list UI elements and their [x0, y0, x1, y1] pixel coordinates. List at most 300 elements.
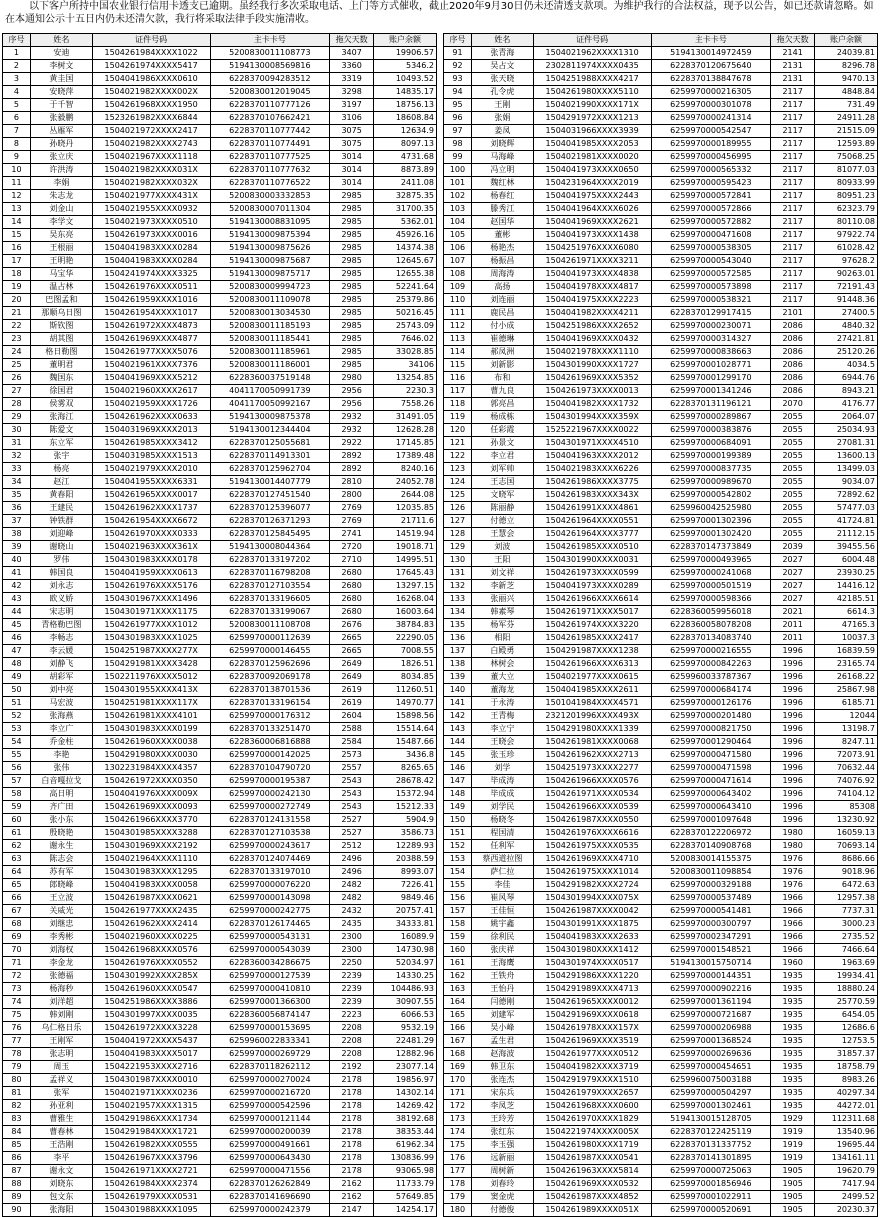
table-row — [3, 1035, 437, 1048]
customer-name: 李立君 — [471, 450, 533, 463]
table-row — [444, 476, 878, 489]
table-row — [444, 957, 878, 970]
account-balance: 6454.05 — [815, 1009, 878, 1022]
id-number: 1504261977XXXX5076 — [92, 346, 210, 359]
row-index: 58 — [3, 788, 31, 801]
id-number: 1504261986XXXX3775 — [533, 476, 651, 489]
card-number: 6259970000269636 — [651, 1048, 771, 1061]
id-number: 1504301983XXXX1025 — [92, 632, 210, 645]
account-balance: 3586.73 — [374, 827, 437, 840]
table-row — [444, 684, 878, 697]
row-index: 48 — [3, 658, 31, 671]
account-balance: 16268.04 — [374, 593, 437, 606]
id-number: 1504261979XXXX2657 — [533, 1087, 651, 1100]
row-index: 8 — [3, 138, 31, 151]
id-number: 1504301980XXXX1412 — [533, 944, 651, 957]
row-index: 81 — [3, 1087, 31, 1100]
id-number: 1504261984XXXX1022 — [92, 47, 210, 60]
row-index: 100 — [444, 164, 472, 177]
account-balance: 13254.85 — [374, 372, 437, 385]
overdue-days: 2932 — [330, 411, 374, 424]
overdue-days: 2604 — [330, 710, 374, 723]
table-row — [3, 541, 437, 554]
account-balance: 14254.17 — [374, 1204, 437, 1217]
row-index: 119 — [444, 411, 472, 424]
row-index: 120 — [444, 424, 472, 437]
table-row — [3, 281, 437, 294]
id-number: 1504301994XXXX359X — [533, 411, 651, 424]
card-number: 5194130009875687 — [210, 255, 330, 268]
customer-name: 张天晓 — [471, 73, 533, 86]
account-balance: 14302.14 — [374, 1087, 437, 1100]
customer-name: 孙亚利 — [30, 1100, 92, 1113]
account-balance: 61962.34 — [374, 1139, 437, 1152]
row-index: 16 — [3, 242, 31, 255]
header-balance: 账户余额 — [374, 34, 437, 47]
account-balance: 8983.26 — [815, 1074, 878, 1087]
overdue-days: 1919 — [771, 1152, 815, 1165]
card-number: 6228370126371293 — [210, 515, 330, 528]
card-number: 5200830011185961 — [210, 346, 330, 359]
row-index: 62 — [3, 840, 31, 853]
id-number: 1504291987XXXX1238 — [533, 645, 651, 658]
id-number: 1504021990XXXX171X — [533, 99, 651, 112]
id-number: 1504291984XXXX1721 — [92, 1126, 210, 1139]
customer-name: 滕秀江 — [471, 203, 533, 216]
table-row — [3, 294, 437, 307]
row-index: 61 — [3, 827, 31, 840]
id-number: 1504041963XXXX2012 — [533, 450, 651, 463]
overdue-days: 2117 — [771, 99, 815, 112]
id-number: 1504231964XXXX2019 — [533, 177, 651, 190]
overdue-days: 2619 — [330, 684, 374, 697]
table-row — [3, 762, 437, 775]
row-index: 123 — [444, 463, 472, 476]
id-number: 1504261974XXXX5417 — [92, 60, 210, 73]
account-balance: 14730.98 — [374, 944, 437, 957]
table-row — [444, 606, 878, 619]
account-balance: 52241.64 — [374, 281, 437, 294]
card-number: 6259970000121144 — [210, 1113, 330, 1126]
id-number: 1504261983XXXX343X — [533, 489, 651, 502]
customer-name: 张玉珍 — [471, 749, 533, 762]
overdue-days: 2985 — [330, 307, 374, 320]
overdue-days: 2162 — [330, 1191, 374, 1204]
card-number: 6259970000112639 — [210, 632, 330, 645]
table-row — [444, 190, 878, 203]
account-balance: 11733.79 — [374, 1178, 437, 1191]
id-number: 1504261968XXXX0576 — [92, 944, 210, 957]
id-number: 1504261969XXXX0532 — [533, 1178, 651, 1191]
header-overdue-days: 拖欠天数 — [771, 34, 815, 47]
id-number: 1504301983XXXX0199 — [92, 723, 210, 736]
card-number: 6259970000572866 — [651, 203, 771, 216]
table-row — [444, 658, 878, 671]
card-number: 5200830011109078 — [210, 294, 330, 307]
account-balance: 70632.44 — [815, 762, 878, 775]
row-index: 136 — [444, 632, 472, 645]
card-number: 6259970000471556 — [210, 1165, 330, 1178]
row-index: 171 — [444, 1087, 472, 1100]
card-number: 6228370134083740 — [651, 632, 771, 645]
overdue-days: 2131 — [771, 73, 815, 86]
id-number: 1504031966XXXX3939 — [533, 125, 651, 138]
row-index: 74 — [3, 996, 31, 1009]
card-number: 6228370129917415 — [651, 307, 771, 320]
overdue-days: 1976 — [771, 853, 815, 866]
id-number: 1504041973XXXX1438 — [533, 229, 651, 242]
table-row — [3, 801, 437, 814]
row-index: 47 — [3, 645, 31, 658]
account-balance: 6066.53 — [374, 1009, 437, 1022]
id-number: 1504041975XXXX2223 — [533, 294, 651, 307]
customer-name: 杨振昌 — [471, 255, 533, 268]
card-number: 5194130014407779 — [210, 476, 330, 489]
table-row — [444, 645, 878, 658]
row-index: 162 — [444, 970, 472, 983]
card-number: 6228360056874147 — [210, 1009, 330, 1022]
table-row — [444, 1087, 878, 1100]
overdue-days: 2086 — [771, 346, 815, 359]
row-index: 155 — [444, 879, 472, 892]
overdue-days: 1996 — [771, 684, 815, 697]
row-index: 66 — [3, 892, 31, 905]
customer-name: 任彩霞 — [471, 424, 533, 437]
table-row — [3, 1204, 437, 1217]
id-number: 1504021982XXXX032X — [92, 177, 210, 190]
overdue-days: 2649 — [330, 671, 374, 684]
table-row — [3, 346, 437, 359]
header-id-number: 证件号码 — [533, 34, 651, 47]
account-balance: 16089.9 — [374, 931, 437, 944]
account-balance: 18758.79 — [815, 1061, 878, 1074]
card-number: 6228370110777632 — [210, 164, 330, 177]
overdue-days: 3407 — [330, 47, 374, 60]
customer-name: 吴占文 — [471, 60, 533, 73]
id-number: 1504261960XXXX0038 — [92, 736, 210, 749]
id-number: 1504291981XXXX3428 — [92, 658, 210, 671]
account-balance: 7737.31 — [815, 905, 878, 918]
row-index: 148 — [444, 788, 472, 801]
account-balance: 8265.65 — [374, 762, 437, 775]
row-index: 180 — [444, 1204, 472, 1217]
overdue-days: 2720 — [330, 541, 374, 554]
id-number: 1504261977XXXX0512 — [533, 1048, 651, 1061]
overdue-days: 2055 — [771, 437, 815, 450]
account-balance: 13198.7 — [815, 723, 878, 736]
overdue-days: 2055 — [771, 424, 815, 437]
table-row — [3, 528, 437, 541]
card-number: 6228370133197202 — [210, 554, 330, 567]
overdue-days: 1935 — [771, 1009, 815, 1022]
account-balance: 8993.07 — [374, 866, 437, 879]
table-row — [3, 658, 437, 671]
table-row — [3, 788, 437, 801]
header-name: 姓名 — [30, 34, 92, 47]
table-row — [3, 775, 437, 788]
table-row — [3, 632, 437, 645]
id-number: 1504021961XXXX7376 — [92, 359, 210, 372]
row-index: 19 — [3, 281, 31, 294]
table-row — [444, 73, 878, 86]
customer-name: 吴小峰 — [471, 1022, 533, 1035]
customer-name: 王刚 — [471, 99, 533, 112]
row-index: 110 — [444, 294, 472, 307]
table-row — [444, 632, 878, 645]
overdue-days: 3075 — [330, 138, 374, 151]
customer-name: 周树新 — [471, 1165, 533, 1178]
account-balance: 16003.64 — [374, 606, 437, 619]
table-row — [444, 1204, 878, 1217]
overdue-days: 3106 — [330, 112, 374, 125]
customer-name: 胡彩军 — [30, 671, 92, 684]
overdue-days: 2300 — [330, 931, 374, 944]
overdue-days: 1929 — [771, 1113, 815, 1126]
overdue-days: 2680 — [330, 606, 374, 619]
customer-name: 宋东兵 — [471, 1087, 533, 1100]
id-number: 1504261975XXXX0535 — [533, 840, 651, 853]
id-number: 1504251987XXXX277X — [92, 645, 210, 658]
row-index: 99 — [444, 151, 472, 164]
card-number: 6259970000572841 — [651, 190, 771, 203]
row-index: 101 — [444, 177, 472, 190]
overdue-days: 2055 — [771, 476, 815, 489]
overdue-days: 1996 — [771, 788, 815, 801]
row-index: 55 — [3, 749, 31, 762]
card-number: 6259970000301078 — [651, 99, 771, 112]
row-index: 143 — [444, 723, 472, 736]
id-number: 1504261962XXXX2414 — [92, 918, 210, 931]
table-row — [444, 567, 878, 580]
table-row — [3, 580, 437, 593]
customer-name: 黄春阳 — [30, 489, 92, 502]
overdue-days: 2985 — [330, 281, 374, 294]
table-row — [3, 190, 437, 203]
overdue-days: 2055 — [771, 515, 815, 528]
table-row — [3, 710, 437, 723]
row-index: 11 — [3, 177, 31, 190]
account-balance: 23077.14 — [374, 1061, 437, 1074]
table-row — [3, 1009, 437, 1022]
account-balance: 27400.5 — [815, 307, 878, 320]
customer-name: 张伟 — [30, 762, 92, 775]
id-number: 1504261980XXXX1719 — [533, 1139, 651, 1152]
customer-name: 谢永生 — [30, 840, 92, 853]
card-number: 6259970001302396 — [651, 515, 771, 528]
row-index: 83 — [3, 1113, 31, 1126]
customer-name: 刘建军 — [471, 1009, 533, 1022]
card-number: 6259960022833341 — [210, 1035, 330, 1048]
table-row — [3, 827, 437, 840]
card-number: 6259970000456995 — [651, 151, 771, 164]
row-index: 124 — [444, 476, 472, 489]
row-index: 165 — [444, 1009, 472, 1022]
table-row — [3, 99, 437, 112]
id-number: 1504261982XXXX0555 — [92, 1139, 210, 1152]
id-number: 1504021979XXXX2010 — [92, 463, 210, 476]
account-balance: 112311.68 — [815, 1113, 878, 1126]
customer-name: 刘继忠 — [30, 918, 92, 931]
overdue-days: 2178 — [330, 1165, 374, 1178]
id-number: 1504261980XXXX5110 — [533, 86, 651, 99]
row-index: 93 — [444, 73, 472, 86]
row-index: 128 — [444, 528, 472, 541]
id-number: 1504301988XXXX1095 — [92, 1204, 210, 1217]
card-number: 6228370125845495 — [210, 528, 330, 541]
overdue-days: 2512 — [330, 840, 374, 853]
account-balance: 17645.43 — [374, 567, 437, 580]
row-index: 135 — [444, 619, 472, 632]
customer-name: 刘春玲 — [471, 1178, 533, 1191]
account-balance: 2644.08 — [374, 489, 437, 502]
customer-name: 张红东 — [471, 1126, 533, 1139]
table-row — [444, 502, 878, 515]
customer-name: 东立军 — [30, 437, 92, 450]
id-number: 1504041983XXXX0284 — [92, 242, 210, 255]
id-number: 1525221967XXXX0022 — [533, 424, 651, 437]
table-row — [444, 710, 878, 723]
table-row — [444, 1165, 878, 1178]
row-index: 137 — [444, 645, 472, 658]
table-row — [444, 1191, 878, 1204]
id-number: 2302811974XXXX0435 — [533, 60, 651, 73]
customer-name: 刘中亮 — [30, 684, 92, 697]
row-index: 4 — [3, 86, 31, 99]
overdue-days: 1935 — [771, 1022, 815, 1035]
id-number: 1504261971XXXX5017 — [533, 606, 651, 619]
id-number: 1504261970XXXX1829 — [533, 1113, 651, 1126]
id-number: 1504261954XXXX6672 — [92, 515, 210, 528]
account-balance: 74104.12 — [815, 788, 878, 801]
table-row — [444, 1035, 878, 1048]
row-index: 2 — [3, 60, 31, 73]
id-number: 1504261962XXXX2713 — [533, 749, 651, 762]
customer-name: 李娟 — [30, 177, 92, 190]
customer-name: 赵江 — [30, 476, 92, 489]
table-row — [3, 424, 437, 437]
overdue-days: 3014 — [330, 177, 374, 190]
card-number: 6228370120675640 — [651, 60, 771, 73]
id-number: 1504261971XXXX3211 — [533, 255, 651, 268]
id-number: 1504031969XXXX2013 — [92, 424, 210, 437]
overdue-days: 2117 — [771, 190, 815, 203]
id-number: 1504021982XXXX002X — [92, 86, 210, 99]
id-number: 1504041983XXXX2633 — [533, 931, 651, 944]
customer-name: 刘文祥 — [471, 567, 533, 580]
card-number: 6259970001299170 — [651, 372, 771, 385]
card-number: 6259970000195387 — [210, 775, 330, 788]
row-index: 53 — [3, 723, 31, 736]
table-row — [444, 996, 878, 1009]
card-number: 5200830011108708 — [210, 619, 330, 632]
card-number: 5200830011108773 — [210, 47, 330, 60]
card-number: 6259970000821750 — [651, 723, 771, 736]
card-number: 6259970000542596 — [210, 1100, 330, 1113]
row-index: 130 — [444, 554, 472, 567]
id-number: 1504041955XXXX6331 — [92, 476, 210, 489]
id-number: 1504261985XXXX2417 — [533, 632, 651, 645]
card-number: 6259970000269729 — [210, 1048, 330, 1061]
customer-name: 曹九良 — [471, 385, 533, 398]
overdue-days: 1905 — [771, 1191, 815, 1204]
account-balance: 13600.13 — [815, 450, 878, 463]
card-number: 6259970000076220 — [210, 879, 330, 892]
row-index: 13 — [3, 203, 31, 216]
overdue-days: 2985 — [330, 333, 374, 346]
account-balance: 4176.77 — [815, 398, 878, 411]
row-index: 60 — [3, 814, 31, 827]
overdue-days: 1996 — [771, 814, 815, 827]
account-balance: 14995.51 — [374, 554, 437, 567]
row-index: 154 — [444, 866, 472, 879]
card-number: 6259960075003188 — [651, 1074, 771, 1087]
id-number: 1504261974XXXX3220 — [533, 619, 651, 632]
account-balance: 62323.79 — [815, 203, 878, 216]
customer-name: 董大立 — [471, 671, 533, 684]
card-number: 6259970000146455 — [210, 645, 330, 658]
header-row — [444, 34, 878, 47]
card-number: 6259970002347291 — [651, 931, 771, 944]
card-number: 5194130008831095 — [210, 216, 330, 229]
table-row — [3, 957, 437, 970]
row-index: 29 — [3, 411, 31, 424]
card-number: 6228370127451540 — [210, 489, 330, 502]
card-number: 6259970001302461 — [651, 1100, 771, 1113]
row-index: 42 — [3, 580, 31, 593]
row-index: 63 — [3, 853, 31, 866]
account-balance: 10037.3 — [815, 632, 878, 645]
customer-name: 杨春红 — [471, 190, 533, 203]
table-row — [3, 970, 437, 983]
card-number: 5194130009875378 — [210, 411, 330, 424]
row-index: 163 — [444, 983, 472, 996]
row-index: 88 — [3, 1178, 31, 1191]
id-number: 1504261977XXXX1012 — [92, 619, 210, 632]
id-number: 1504261978XXXX157X — [533, 1022, 651, 1035]
card-number: 6259970000200039 — [210, 1126, 330, 1139]
card-number: 6228370126174465 — [210, 918, 330, 931]
account-balance: 104486.93 — [374, 983, 437, 996]
row-index: 26 — [3, 372, 31, 385]
id-number: 1502211976XXXX5012 — [92, 671, 210, 684]
customer-name: 乔金柱 — [30, 736, 92, 749]
table-row — [444, 294, 878, 307]
account-balance: 16839.59 — [815, 645, 878, 658]
table-row — [444, 931, 878, 944]
account-balance: 27421.81 — [815, 333, 878, 346]
customer-name: 张毅鹏 — [30, 112, 92, 125]
table-row — [444, 86, 878, 99]
table-row — [444, 151, 878, 164]
customer-name: 吴东亮 — [30, 229, 92, 242]
id-number: 1504251986XXXX3886 — [92, 996, 210, 1009]
card-number: 6259970000199389 — [651, 450, 771, 463]
row-index: 7 — [3, 125, 31, 138]
id-number: 1504291979XXXX1510 — [533, 1074, 651, 1087]
overdue-days: 2769 — [330, 515, 374, 528]
table-row — [444, 515, 878, 528]
customer-name: 张海燕 — [30, 710, 92, 723]
table-row — [3, 372, 437, 385]
account-balance: 32875.35 — [374, 190, 437, 203]
overdue-days: 1935 — [771, 1074, 815, 1087]
card-number: 6228370122425119 — [651, 1126, 771, 1139]
table-row — [444, 346, 878, 359]
id-number: 1504021982XXXX2743 — [92, 138, 210, 151]
account-balance: 4034.5 — [815, 359, 878, 372]
account-balance: 34333.81 — [374, 918, 437, 931]
overdue-days: 2055 — [771, 502, 815, 515]
